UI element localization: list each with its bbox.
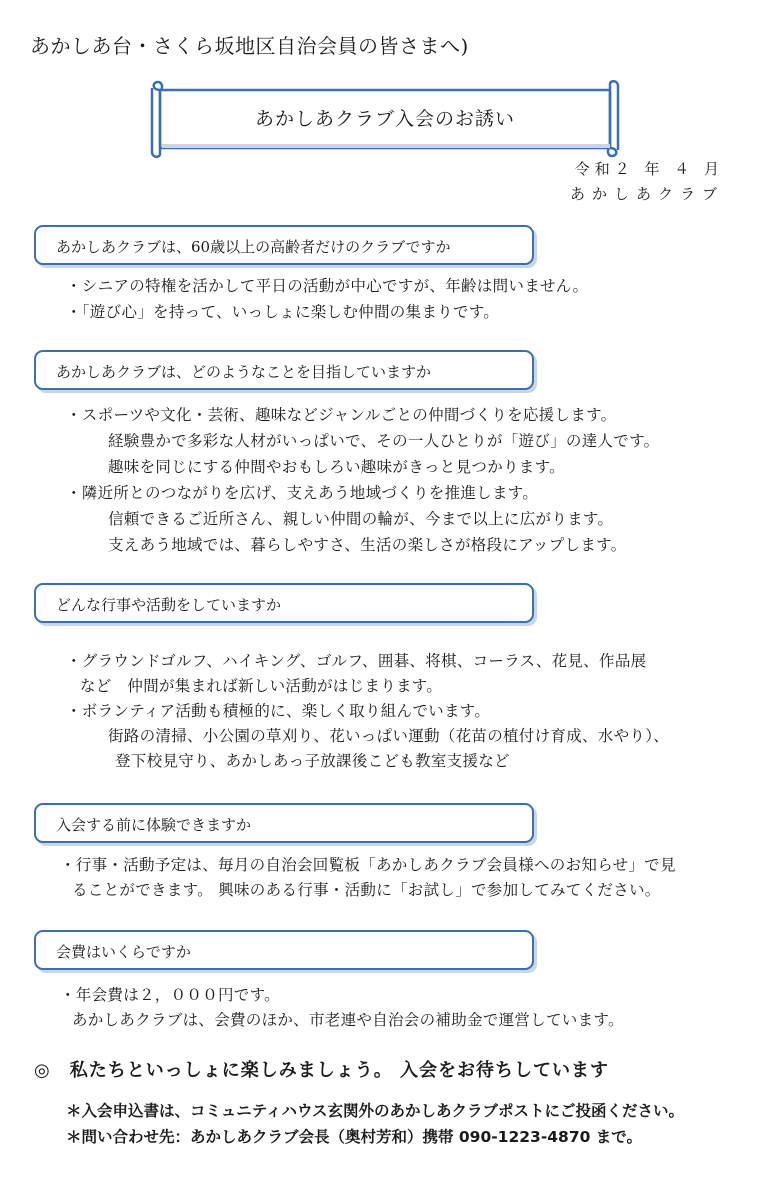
answer-line: 信頼できるご近所さん、親しい仲間の輪が、今まで以上に広がります。 — [108, 510, 614, 528]
answer-line: ・シニアの特権を活かして平日の活動が中心ですが、年齢は問いません。 — [66, 277, 589, 295]
addressee-heading: あかしあ台・さくら坂地区自治会員の皆さまへ) — [30, 34, 469, 58]
question-box-fee — [34, 930, 534, 970]
answer-line: あかしあクラブは、会費のほか、市老連や自治会の補助金で運営しています。 — [72, 1011, 624, 1029]
answer-line: 街路の清掃、小公園の草刈り、花いっぱい運動（花苗の植付け育成、水やり）、 — [108, 727, 670, 745]
issuer-name: あかしあクラブ — [569, 185, 724, 203]
question-box-age — [34, 225, 534, 265]
answer-line: 趣味を同じにする仲間やおもしろい趣味がきっと見つかります。 — [108, 458, 565, 476]
answer-line: ることができます。 興味のある行事・活動に「お試し」で参加してみてください。 — [72, 881, 661, 899]
answer-line: など 仲間が集まれば新しい活動がはじまります。 — [80, 677, 443, 695]
question-box-goals — [34, 350, 534, 390]
contact-note: ＊問い合わせ先：あかしあクラブ会長（奥村芳和）携帯 090-1223-4870 まで。 — [66, 1128, 642, 1146]
question-box-trial — [34, 803, 534, 843]
application-note: ＊入会申込書は、コミュニティハウス玄関外のあかしあクラブポストにご投函ください。 — [66, 1102, 684, 1120]
question-text: 入会する前に体験できますか — [56, 816, 252, 834]
title-scroll-banner — [150, 80, 620, 158]
answer-line: ・グラウンドゴルフ、ハイキング、ゴルフ、囲碁、将棋、コーラス、花見、作品展 — [66, 652, 647, 670]
question-text: 会費はいくらですか — [56, 943, 191, 961]
answer-line: ・ボランティア活動も積極的に、楽しく取り組んでいます。 — [66, 702, 491, 720]
answer-line: 支えあう地域では、暮らしやすさ、生活の楽しさが格段にアップします。 — [108, 536, 627, 554]
question-text: どんな行事や活動をしていますか — [56, 596, 282, 614]
question-box-activities — [34, 583, 534, 623]
answer-line: 経験豊かで多彩な人材がいっぱいで、その一人ひとりが「遊び」の達人です。 — [108, 432, 660, 450]
question-text: あかしあクラブは、どのようなことを目指していますか — [56, 363, 432, 381]
answer-line: ・スポーツや文化・芸術、趣味などジャンルごとの仲間づくりを応援します。 — [66, 406, 617, 424]
answer-line: ・隣近所とのつながりを広げ、支えあう地域づくりを推進します。 — [66, 484, 539, 502]
answer-line: 登下校見守り、あかしあっ子放課後こども教室支援など — [115, 752, 510, 770]
question-text: あかしあクラブは、60歳以上の高齢者だけのクラブですか — [56, 238, 451, 256]
answer-line: ・年会費は２，０００円です。 — [60, 986, 280, 1004]
closing-message: ◎ 私たちといっしょに楽しみましょう。 入会をお待ちしています — [34, 1060, 609, 1081]
answer-line: ・「遊び心」を持って、いっしょに楽しむ仲間の集まりです。 — [66, 303, 500, 321]
issue-date: 令和２ 年 ４ 月 — [574, 160, 724, 178]
flyer-title: あかしあクラブ入会のお誘い — [254, 108, 515, 130]
answer-line: ・行事・活動予定は、毎月の自治会回覧板「あかしあクラブ会員様へのお知らせ」で見 — [60, 856, 676, 874]
